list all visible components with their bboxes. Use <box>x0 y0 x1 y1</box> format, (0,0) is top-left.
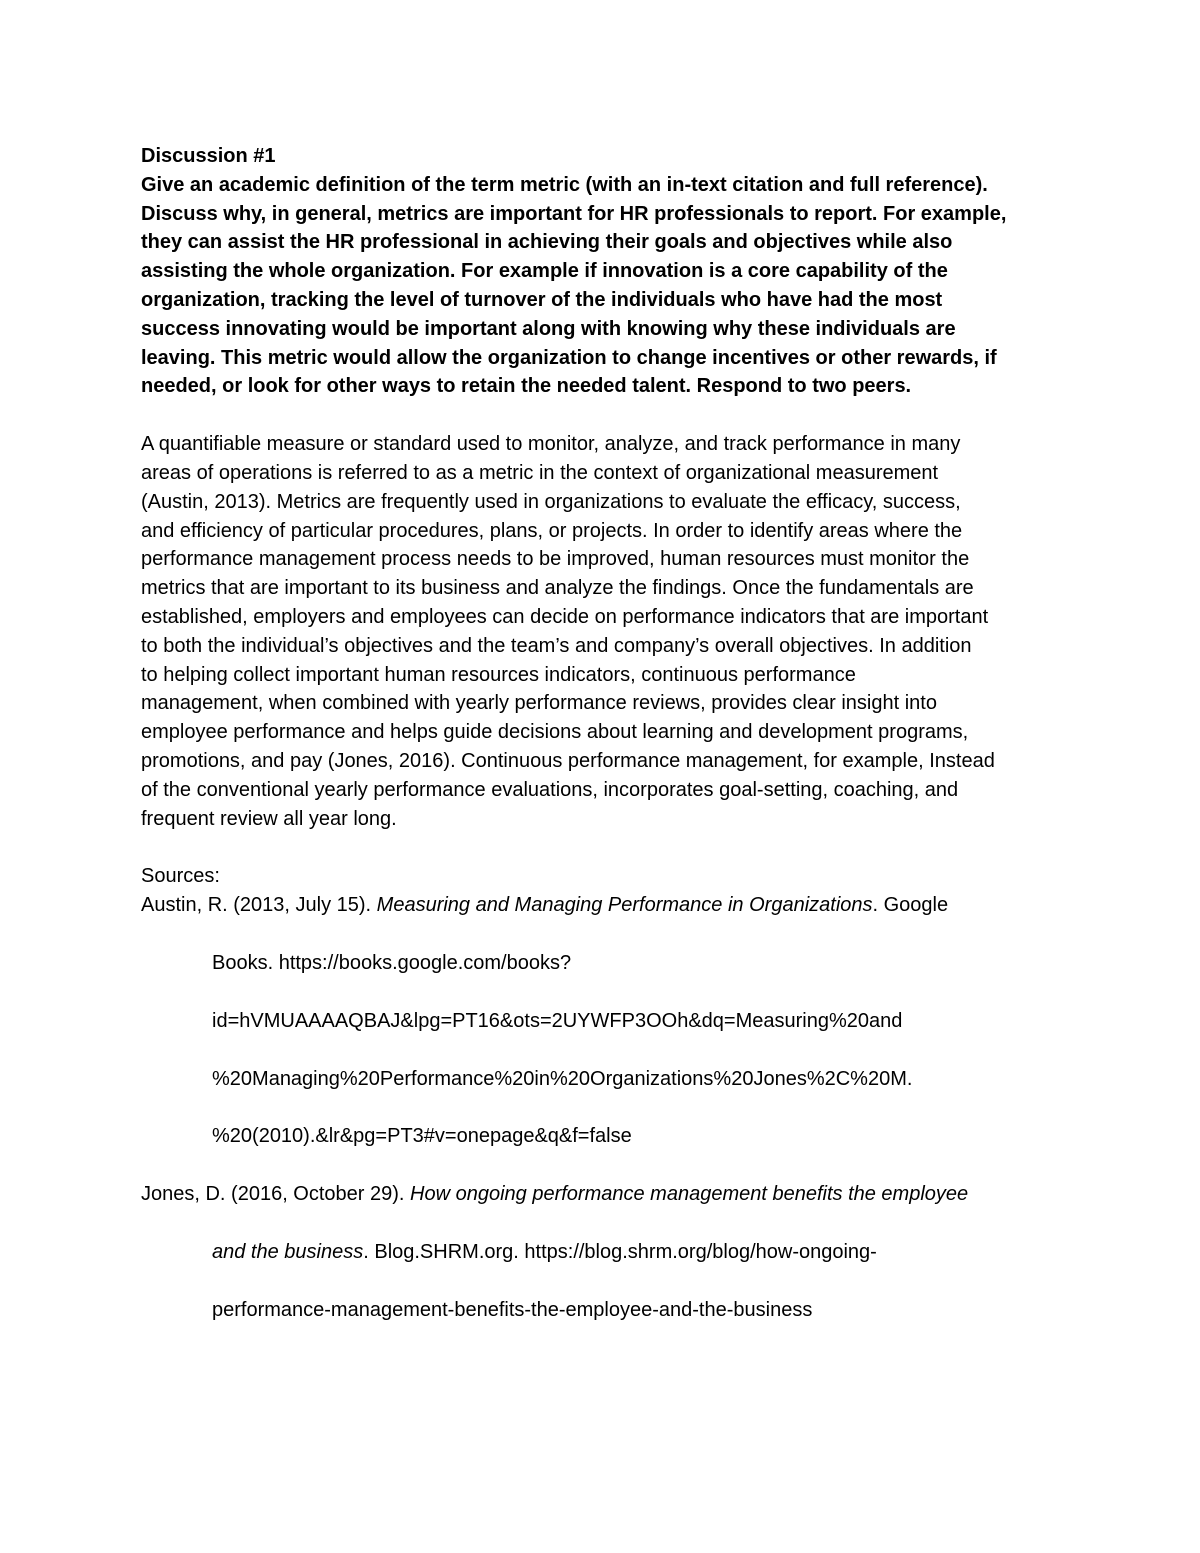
reference-url-line: %20Managing%20Performance%20in%20Organizations%20Jones%2C%20M. <box>212 1067 913 1090</box>
response-line: established, employers and employees can decide on performance indicators that are important <box>141 605 989 628</box>
prompt-line: needed, or look for other ways to retain the needed talent. Respond to two peers. <box>141 375 912 398</box>
paragraph-gap <box>141 401 1066 430</box>
sources-section <box>141 862 1066 1324</box>
prompt-line: assisting the whole organization. For example if innovation is a core capability of the <box>141 260 948 283</box>
reference-author-date: Jones, D. (2016, October 29). <box>141 1183 411 1206</box>
reference-first-line <box>141 1180 1066 1209</box>
prompt-line: success innovating would be important along with knowing why these individuals are <box>141 317 956 340</box>
response-line: management, when combined with yearly performance reviews, provides clear insight into <box>141 692 937 715</box>
response-line: employee performance and helps guide decisions about learning and development programs, <box>141 721 969 744</box>
reference-title: Measuring and Managing Performance in Organizations <box>376 894 873 917</box>
response-line: to helping collect important human resources indicators, continuous performance <box>141 663 856 686</box>
response-line: performance management process needs to be improved, human resources must monitor the <box>141 548 970 571</box>
document-body <box>141 142 1066 1325</box>
response-line: (Austin, 2013). Metrics are frequently used in organizations to evaluate the efficacy, success, <box>141 490 961 513</box>
reference-url-line: id=hVMUAAAAQBAJ&lpg=PT16&ots=2UYWFP3OOh&dq=Measuring%20and <box>212 1009 903 1032</box>
discussion-prompt <box>141 142 1066 401</box>
response-line: promotions, and pay (Jones, 2016). Continuous performance management, for example, Instead <box>141 749 995 772</box>
paragraph-gap <box>141 833 1066 862</box>
prompt-line: organization, tracking the level of turnover of the individuals who have had the most <box>141 288 943 311</box>
reference-url-line: %20(2010).&lr&pg=PT3#v=onepage&q&f=false <box>212 1125 632 1148</box>
response-line: of the conventional yearly performance evaluations, incorporates goal-setting, coaching, and <box>141 778 959 801</box>
reference-url-line: performance-management-benefits-the-employee-and-the-business <box>212 1298 813 1321</box>
discussion-title: Discussion #1 <box>141 145 276 167</box>
response-line: to both the individual’s objectives and the team’s and company’s overall objectives. In addition <box>141 634 972 657</box>
reference-jones <box>141 1180 1066 1324</box>
response-line: areas of operations is referred to as a metric in the context of organizational measurement <box>141 461 939 484</box>
reference-author-date: Austin, R. (2013, July 15). <box>141 894 377 917</box>
reference-publisher: . Google <box>872 894 949 917</box>
reference-first-line <box>141 891 1066 920</box>
reference-title-continued: and the business <box>212 1240 364 1263</box>
reference-second-line <box>141 1238 1066 1267</box>
reference-publisher: . Blog.SHRM.org. https://blog.shrm.org/blog/how-ongoing- <box>363 1240 877 1263</box>
reference-title: How ongoing performance management benefits the employee <box>410 1183 969 1206</box>
response-line: frequent review all year long. <box>141 807 397 830</box>
sources-heading: Sources: <box>141 865 220 888</box>
response-line: A quantifiable measure or standard used to monitor, analyze, and track performance in many <box>141 433 961 456</box>
prompt-line: Discuss why, in general, metrics are important for HR professionals to report. For example, <box>141 202 1007 225</box>
prompt-line: leaving. This metric would allow the organization to change incentives or other rewards, if <box>141 346 997 369</box>
response-line: and efficiency of particular procedures, plans, or projects. In order to identify areas where the <box>141 519 963 542</box>
reference-austin <box>141 891 1066 1151</box>
prompt-line: Give an academic definition of the term metric (with an in-text citation and full reference). <box>141 173 988 196</box>
response-line: metrics that are important to its business and analyze the findings. Once the fundamentals are <box>141 577 974 600</box>
response-paragraph <box>141 430 1066 833</box>
prompt-line: they can assist the HR professional in achieving their goals and objectives while also <box>141 231 953 254</box>
reference-url-line: Books. https://books.google.com/books? <box>212 951 572 974</box>
